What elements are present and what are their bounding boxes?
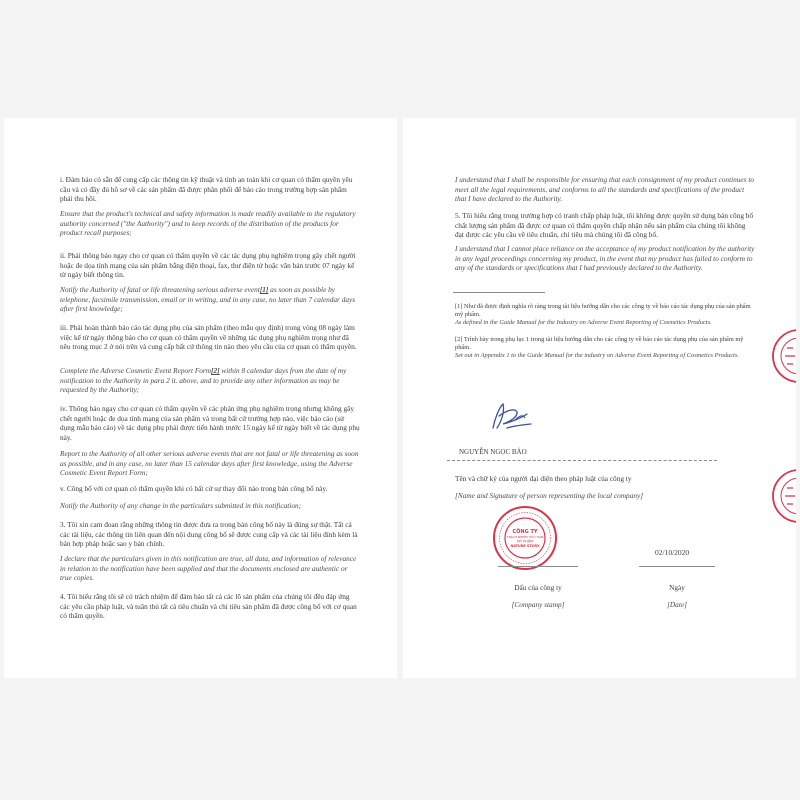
seal-line-2: TRÁCH NHIỆM HỮU HẠN bbox=[506, 535, 544, 539]
footnote-ref-1[interactable]: [1] bbox=[259, 285, 269, 294]
clause-ii-vietnamese: ii. Phải thông báo ngay cho cơ quan có thẩm quyền về các tác dụng phụ nghiêm trọng gây chết người hoặc đe dọa tính mạng của sản phẩm bằng điện thoại, fax, thư điện tử hoặc văn bản trước 07 ngày kể từ ngày biết thông tin. bbox=[60, 251, 356, 280]
clause-ii-english bbox=[60, 285, 360, 314]
clause-iv-vietnamese: iv. Thông báo ngay cho cơ quan có thẩm quyền về các phản ứng phụ nghiêm trọng nhưng không gây chết người hoặc đe dọa tính mạng của sản phẩm và trong bất cứ trường hợp nào, việc báo cáo (sử dụng mẫu báo cáo) về tác dụng phụ phải được tiến hành trước 15 ngày kể từ ngày biết về tác dụng phụ này. bbox=[60, 404, 360, 442]
clause-iii-vietnamese: iii. Phải hoàn thành báo cáo tác dụng phụ của sản phẩm (theo mẫu quy định) trong vòng 08 ngày làm việc kể từ ngày thông báo cho cơ quan có thẩm quyền về những tác dụng phụ nghiêm trọng như đã nêu trong mục 2 ở nói trên và cung cấp bất cứ thông tin nào theo yêu cầu của cơ quan có thẩm quyền. bbox=[60, 323, 357, 352]
footnote-2-vietnamese: [2] Trình bày trong phụ lục 1 trong tài liệu hướng dẫn cho các công ty về báo cáo tác dụng phụ của sản phẩm mỹ phẩm. bbox=[455, 336, 744, 352]
clause-v-english: Notify the Authority of any change in the particulars submitted in this notification; bbox=[60, 501, 302, 510]
company-stamp-label-english: [Company stamp] bbox=[511, 600, 565, 609]
declaration-4-english: I understand that I shall be responsible for ensuring that each consignment of my product continues to meet all the legal requirements, and conforms to all the standards and specifications of the product that I have declared to the Authority. bbox=[455, 175, 755, 204]
clause-i-vietnamese: i. Đảm bảo có sẵn để cung cấp các thông tin kỹ thuật và tính an toàn khi cơ quan có thẩm quyền yêu cầu và có đầy đủ hồ sơ về các sản phẩm đã được phân phối để bảo cáo trong trường hợp sản phẩm phải thu hồi. bbox=[60, 175, 353, 204]
seal-line-4: NATURE STORY bbox=[510, 544, 540, 548]
footnote-1-vietnamese: [1] Như đã được định nghĩa rõ ràng trong tài liệu hướng dẫn cho các công ty về báo cáo tác dụng phụ của sản phẩm mỹ phẩm. bbox=[455, 303, 751, 319]
company-seal-image bbox=[491, 504, 559, 572]
footnote-separator bbox=[453, 292, 545, 293]
signature-line bbox=[447, 460, 717, 461]
seal-line-3: MỸ PHẨM bbox=[517, 539, 533, 544]
clause-iii-english bbox=[60, 366, 360, 395]
date-label-vietnamese: Ngày bbox=[669, 583, 685, 592]
declaration-5-english: I understand that I cannot place reliance on the acceptance of my product notification by the authority in any legal proceedings concerning my product, in the event that my product has failed to conform to any of the standards or specifications that I had previously declared to the Authority. bbox=[455, 244, 755, 273]
document-page-left bbox=[4, 118, 397, 678]
declaration-5-vietnamese: 5. Tôi hiểu rằng trong trường hợp có tranh chấp pháp luật, tôi không được quyền sử dụng bản công bố chất lượng sản phẩm đã được cơ quan có thẩm quyền chấp nhận nếu sản phẩm của chúng tôi không đạt được các yêu cầu về tiêu chuẩn, chỉ tiêu mà chúng tôi đã công bố. bbox=[455, 211, 754, 240]
edge-seal-top-image bbox=[759, 328, 796, 384]
signature-label-vietnamese: Tên và chữ ký của người đại diện theo pháp luật của công ty bbox=[455, 474, 632, 483]
clause-i-english: Ensure that the product's technical and safety information is made readily available to the regulatory authority concerned ("the Authority") and to keep records of the distribution of the products for product recall purposes; bbox=[60, 209, 356, 238]
document-page-right bbox=[403, 118, 796, 678]
clause-v-vietnamese: v. Công bố với cơ quan có thẩm quyền khi có bất cứ sự thay đổi nào trong bản công bố này. bbox=[60, 484, 328, 493]
declaration-4-vietnamese: 4. Tôi hiểu rằng tôi sẽ có trách nhiệm để đảm bảo tất cả các lô sản phẩm của chúng tôi đều đáp ứng các yêu cầu pháp luật, và tuân thủ tất cả tiêu chuẩn và chỉ tiêu sản phẩm đã được công bố với cơ quan có thẩm quyền. bbox=[60, 592, 357, 621]
company-stamp-label-vietnamese: Dấu của công ty bbox=[514, 583, 562, 592]
clause-iii-english-text-cont: within 8 calendar days from the date of my notification to the Authority in para 2 it. above, and to provide any other information as may be requested by the Authority; bbox=[60, 366, 347, 395]
declaration-3-english: I declare that the particulars given in this notification are true, all data, and information of relevance in relation to the notification have been supplied and that the documents enclosed are authentic or true copies. bbox=[60, 554, 357, 583]
footnote-ref-2[interactable]: [2] bbox=[211, 366, 220, 375]
date-line bbox=[639, 566, 715, 567]
footnote-1-english: As defined in the Guide Manual for the Industry on Adverse Event Reporting of Cosmetics Products. bbox=[455, 319, 712, 326]
footnote-2-english: Set out in Appendix 1 to the Guide Manual for the industry on Adverse Event Reporting of Cosmetics Products. bbox=[455, 352, 740, 359]
signature-image bbox=[485, 398, 535, 436]
date-label-english: [Date] bbox=[667, 600, 687, 609]
edge-seal-bottom-image bbox=[759, 468, 796, 524]
signature-label-english: [Name and Signature of person representing the local company] bbox=[455, 491, 644, 500]
seal-line-1: CÔNG TY bbox=[512, 529, 538, 535]
declaration-3-vietnamese: 3. Tôi xin cam đoan rằng những thông tin được đưa ra trong bản công bố này là đúng sự thật. Tất cả các tài liệu, các thông tin liên quan đến nội dung công bố sẽ được cung cấp và các tài liệu đính kèm là bản hợp pháp hoặc sao y bản chính. bbox=[60, 520, 358, 549]
clause-iii-english-text: Complete the Adverse Cosmetic Event Report Form bbox=[60, 366, 212, 375]
clause-iv-english: Report to the Authority of all other serious adverse events that are not fatal or life threatening as soon as possible, and in any case, no later than 15 calendar days after first knowledge, using the Adverse Cosmetic Event Report Form; bbox=[60, 449, 359, 478]
date-value: 02/10/2020 bbox=[655, 548, 690, 557]
stamp-line bbox=[498, 566, 578, 567]
clause-ii-english-text-cont: as soon as possible by telephone, facsimile transmission, email or in writing, and in any case, no later than 7 calendar days after first knowledge; bbox=[60, 285, 356, 314]
signer-name: NGUYỄN NGỌC BẢO bbox=[459, 448, 527, 456]
clause-ii-english-text: Notify the Authority of fatal or life threatening serious adverse event bbox=[60, 285, 260, 294]
